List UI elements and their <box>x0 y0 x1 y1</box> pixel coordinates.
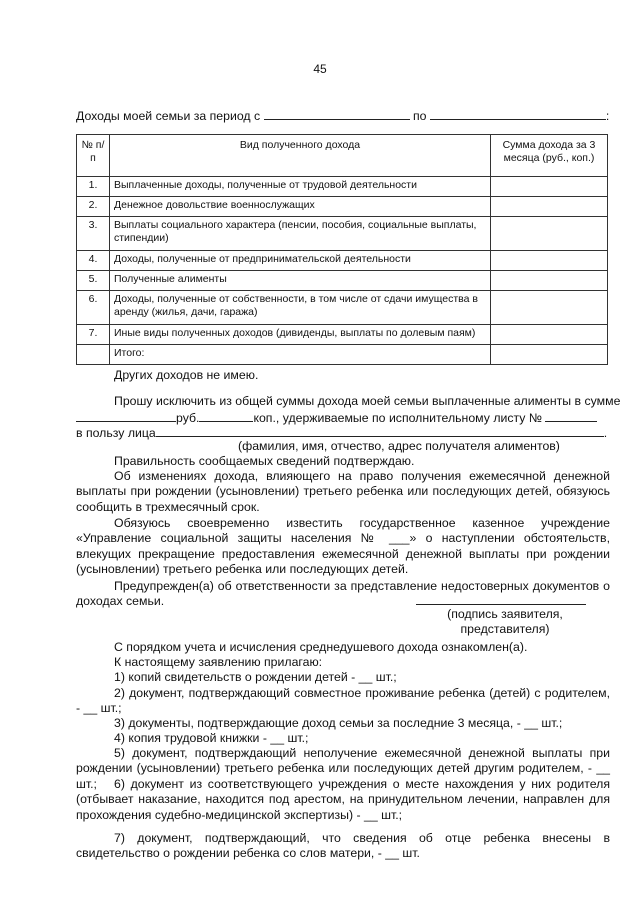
alimony-kop-label: коп., удерживаемые по исполнительному листу № <box>253 411 543 425</box>
row-income-type: Выплаченные доходы, полученные от трудовой деятельности <box>110 177 491 197</box>
alimony-rub-field[interactable] <box>76 410 176 422</box>
total-label: Итого: <box>110 345 491 365</box>
row-income-type: Иные виды полученных доходов (дивиденды, выплаты по долевым паям) <box>110 325 491 345</box>
page-number: 45 <box>313 62 327 76</box>
col-number-header: № п/п <box>77 135 110 177</box>
alimony-rub-label: руб. <box>176 411 200 425</box>
acquainted-text: С порядком учета и исчисления среднедушевого дохода ознакомлен(а). <box>114 640 528 654</box>
row-number: 6. <box>77 291 110 325</box>
confirm-text: Правильность сообщаемых сведений подтверждаю. <box>114 454 415 468</box>
row-income-type: Полученные алименты <box>110 271 491 291</box>
alimony-recipient-line <box>76 425 607 440</box>
row-number: 7. <box>77 325 110 345</box>
row-sum-cell[interactable] <box>491 325 608 345</box>
period-to-field[interactable] <box>430 108 606 120</box>
table-row <box>77 271 608 291</box>
row-sum-cell[interactable] <box>491 271 608 291</box>
table-row <box>77 197 608 217</box>
attachment-item: 7) документ, подтверждающий, что сведения об отце ребенка внесены в свидетельство о рождении ребенка со слов матери, - __ шт. <box>76 831 610 861</box>
income-period-line <box>76 108 609 123</box>
income-period-mid: по <box>412 109 427 123</box>
notify-text: Обязуюсь своевременно известить государственное казенное учреждение «Управление социальной защиты населения № ___» о наступлении обстоятельств, влекущих прекращение предоставления ежемесячной денежной выплаты при рождении (усыновлении) третьего ребенка или последующих детей. <box>76 516 610 577</box>
row-sum-cell[interactable] <box>491 251 608 271</box>
changes-text: Об изменениях дохода, влияющего на право получения ежемесячной денежной выплаты при рождении (усыновлении) третьего ребенка или последующих детей, обязуюсь сообщить в трехмесячный срок. <box>76 469 610 514</box>
row-number: 5. <box>77 271 110 291</box>
alimony-kop-field[interactable] <box>199 410 253 422</box>
attachment-item: 5) документ, подтверждающий неполучение ежемесячной денежной выплаты при рождении (усыновлении) третьего ребенка или последующих детей другим родителем, - __ шт.; <box>76 746 610 791</box>
recipient-field[interactable] <box>156 425 604 437</box>
row-sum-cell[interactable] <box>491 197 608 217</box>
row-number: 1. <box>77 177 110 197</box>
row-sum-cell[interactable] <box>491 217 608 251</box>
row-sum-cell[interactable] <box>491 291 608 325</box>
in-favor-label: в пользу лица <box>76 426 156 440</box>
row-number: 4. <box>77 251 110 271</box>
no-other-income-text: Других доходов не имею. <box>114 368 259 382</box>
warned-text: Предупрежден(а) об ответственности за представление недостоверных документов о доходах семьи. <box>76 579 610 609</box>
table-header-row <box>77 135 608 177</box>
row-income-type: Выплаты социального характера (пенсии, пособия, социальные выплаты, стипендии) <box>110 217 491 251</box>
signature-caption: (подпись заявителя, представителя) <box>447 607 563 636</box>
attachment-item: 4) копия трудовой книжки - __ шт.; <box>114 731 309 745</box>
recipient-caption: (фамилия, имя, отчество, адрес получателя алиментов) <box>238 439 560 453</box>
attachment-item: 6) документ из соответствующего учреждения о месте нахождения у них родителя (отбывает наказание, находится под арестом, на принудительном лечении, направлен для прохождения судебно-медицинской экспертизы) - __ шт.; <box>76 777 610 822</box>
writ-number-field[interactable] <box>545 410 597 422</box>
recipient-end: . <box>603 426 608 440</box>
row-income-type: Доходы, полученные от собственности, в том числе от сдачи имущества в аренду (жилья, дачи, гаража) <box>110 291 491 325</box>
income-period-prefix: Доходы моей семьи за период с <box>76 109 261 123</box>
alimony-amount-line <box>76 410 597 425</box>
table-row <box>77 291 608 325</box>
row-number: 2. <box>77 197 110 217</box>
table-row <box>77 325 608 345</box>
total-sum-cell[interactable] <box>491 345 608 365</box>
row-income-type: Доходы, полученные от предпринимательской деятельности <box>110 251 491 271</box>
attachment-item: 2) документ, подтверждающий совместное проживание ребенка (детей) с родителем, - __ шт.; <box>76 686 610 716</box>
attachments-intro: К настоящему заявлению прилагаю: <box>114 655 323 669</box>
col-sum-header: Сумма дохода за 3 месяца (руб., коп.) <box>491 135 608 177</box>
income-table <box>76 134 608 365</box>
income-period-suffix: : <box>605 109 610 123</box>
attachment-item: 3) документы, подтверждающие доход семьи за последние 3 месяца, - __ шт.; <box>114 716 563 730</box>
table-total-row <box>77 345 608 365</box>
row-sum-cell[interactable] <box>491 177 608 197</box>
attachment-item: 1) копий свидетельств о рождении детей - __ шт.; <box>114 670 397 684</box>
table-row <box>77 217 608 251</box>
row-income-type: Денежное довольствие военнослужащих <box>110 197 491 217</box>
table-row <box>77 251 608 271</box>
row-number: 3. <box>77 217 110 251</box>
table-row <box>77 177 608 197</box>
period-from-field[interactable] <box>264 108 410 120</box>
alimony-request-text: Прошу исключить из общей суммы дохода моей семьи выплаченные алименты в сумме <box>114 394 621 408</box>
col-income-type-header: Вид полученного дохода <box>110 135 491 177</box>
signature-line[interactable] <box>416 604 586 605</box>
